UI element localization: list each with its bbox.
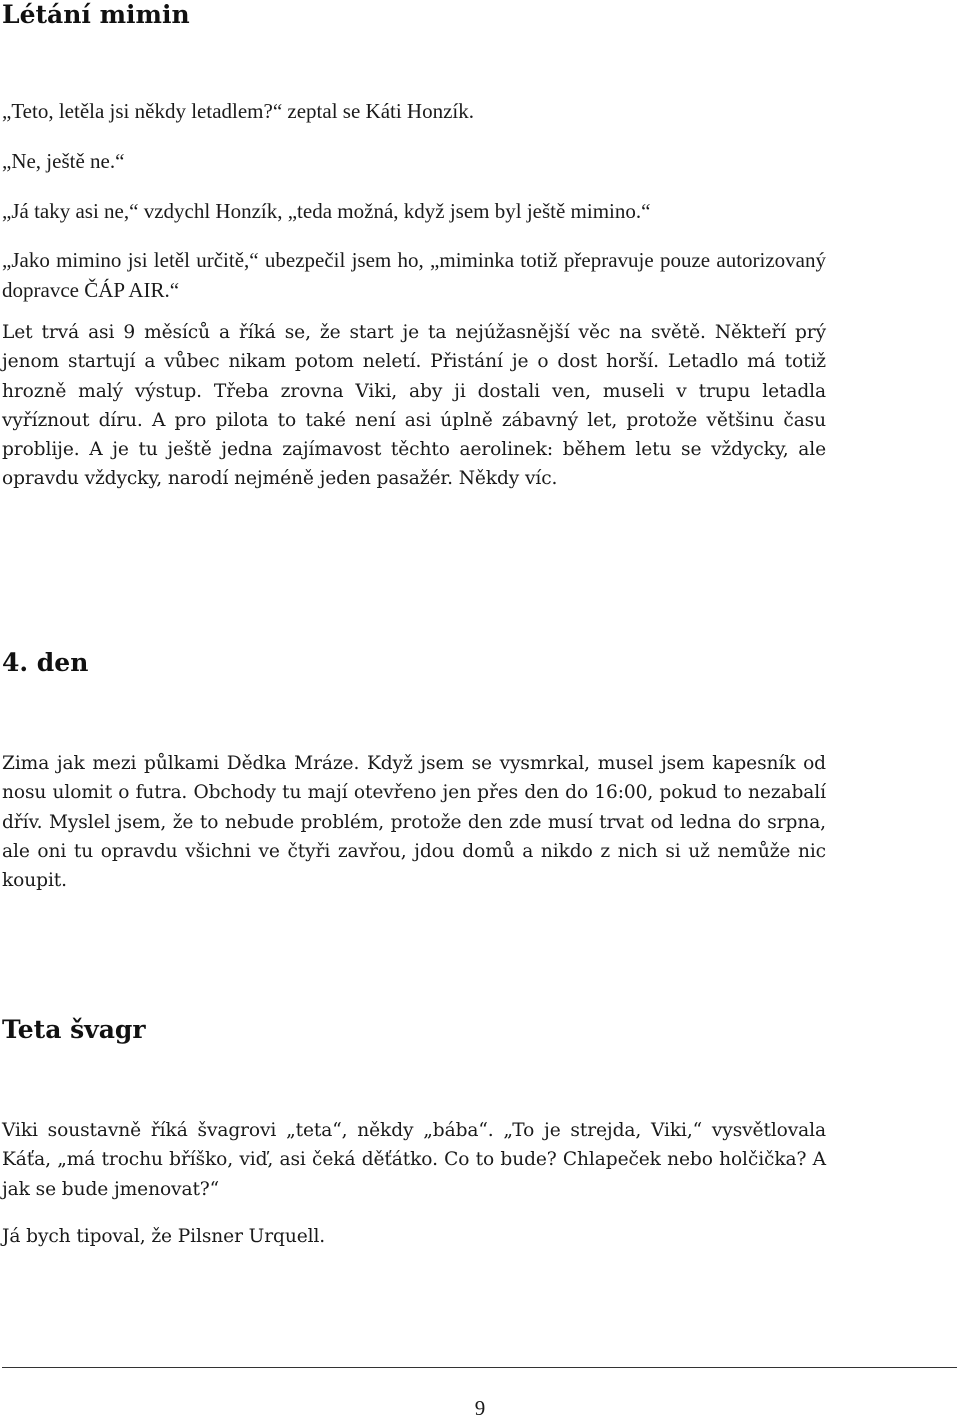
paragraph: Já bych tipoval, že Pilsner Urquell.: [2, 1226, 326, 1247]
section-title: 4. den: [2, 648, 89, 677]
paragraph: „Jako mimino jsi letěl určitě,“ ubezpečil jsem ho, „miminka totiž přepravuje pouze autorizovaný dopravce ČÁP AIR.“: [2, 248, 826, 302]
section-title: Létání mimin: [2, 0, 190, 29]
paragraph: „Teto, letěla jsi někdy letadlem?“ zeptal se Káti Honzík.: [2, 99, 475, 123]
footer-divider: [2, 1367, 957, 1368]
page-number: 9: [474, 1396, 486, 1420]
paragraph: Viki soustavně říká švagrovi „teta“, někdy „bába“. „To je strejda, Viki,“ vysvětlovala Káťa, „má trochu bříško, viď, asi čeká děťátko. Co to bude? Chlapeček nebo holčička? A jak se bude jmenovat?“: [2, 1120, 826, 1200]
paragraph: „Ne, ještě ne.“: [2, 149, 125, 173]
paragraph: Let trvá asi 9 měsíců a říká se, že start je ta nejúžasnější věc na světě. Někteří prý jenom startují a vůbec nikam potom neletí. Přistání je o dost horší. Letadlo má totiž hrozně malý výstup. Třeba zrovna Viki, aby ji dostali ven, museli v trupu letadla vyříznout díru. A pro pilota to také není asi úplně zábavný let, protože většinu času problije. A je tu ještě jedna zajímavost těchto aerolinek: během letu se vždycky, ale opravdu vždycky, narodí nejméně jeden pasažér. Někdy víc.: [2, 322, 826, 490]
paragraph: Zima jak mezi půlkami Dědka Mráze. Když jsem se vysmrkal, musel jsem kapesník od nosu ulomit o futra. Obchody tu mají otevřeno jen přes den do 16:00, pokud to nezabalí dřív. Myslel jsem, že to nebude problém, protože den zde musí trvat od ledna do srpna, ale oni tu opravdu všichni ve čtyři zavřou, jdou domů a nikdo z nich si už nemůže nic koupit.: [2, 753, 826, 892]
paragraph: „Já taky asi ne,“ vzdychl Honzík, „teda možná, když jsem byl ještě mimino.“: [2, 199, 651, 223]
section-title: Teta švagr: [2, 1015, 146, 1044]
